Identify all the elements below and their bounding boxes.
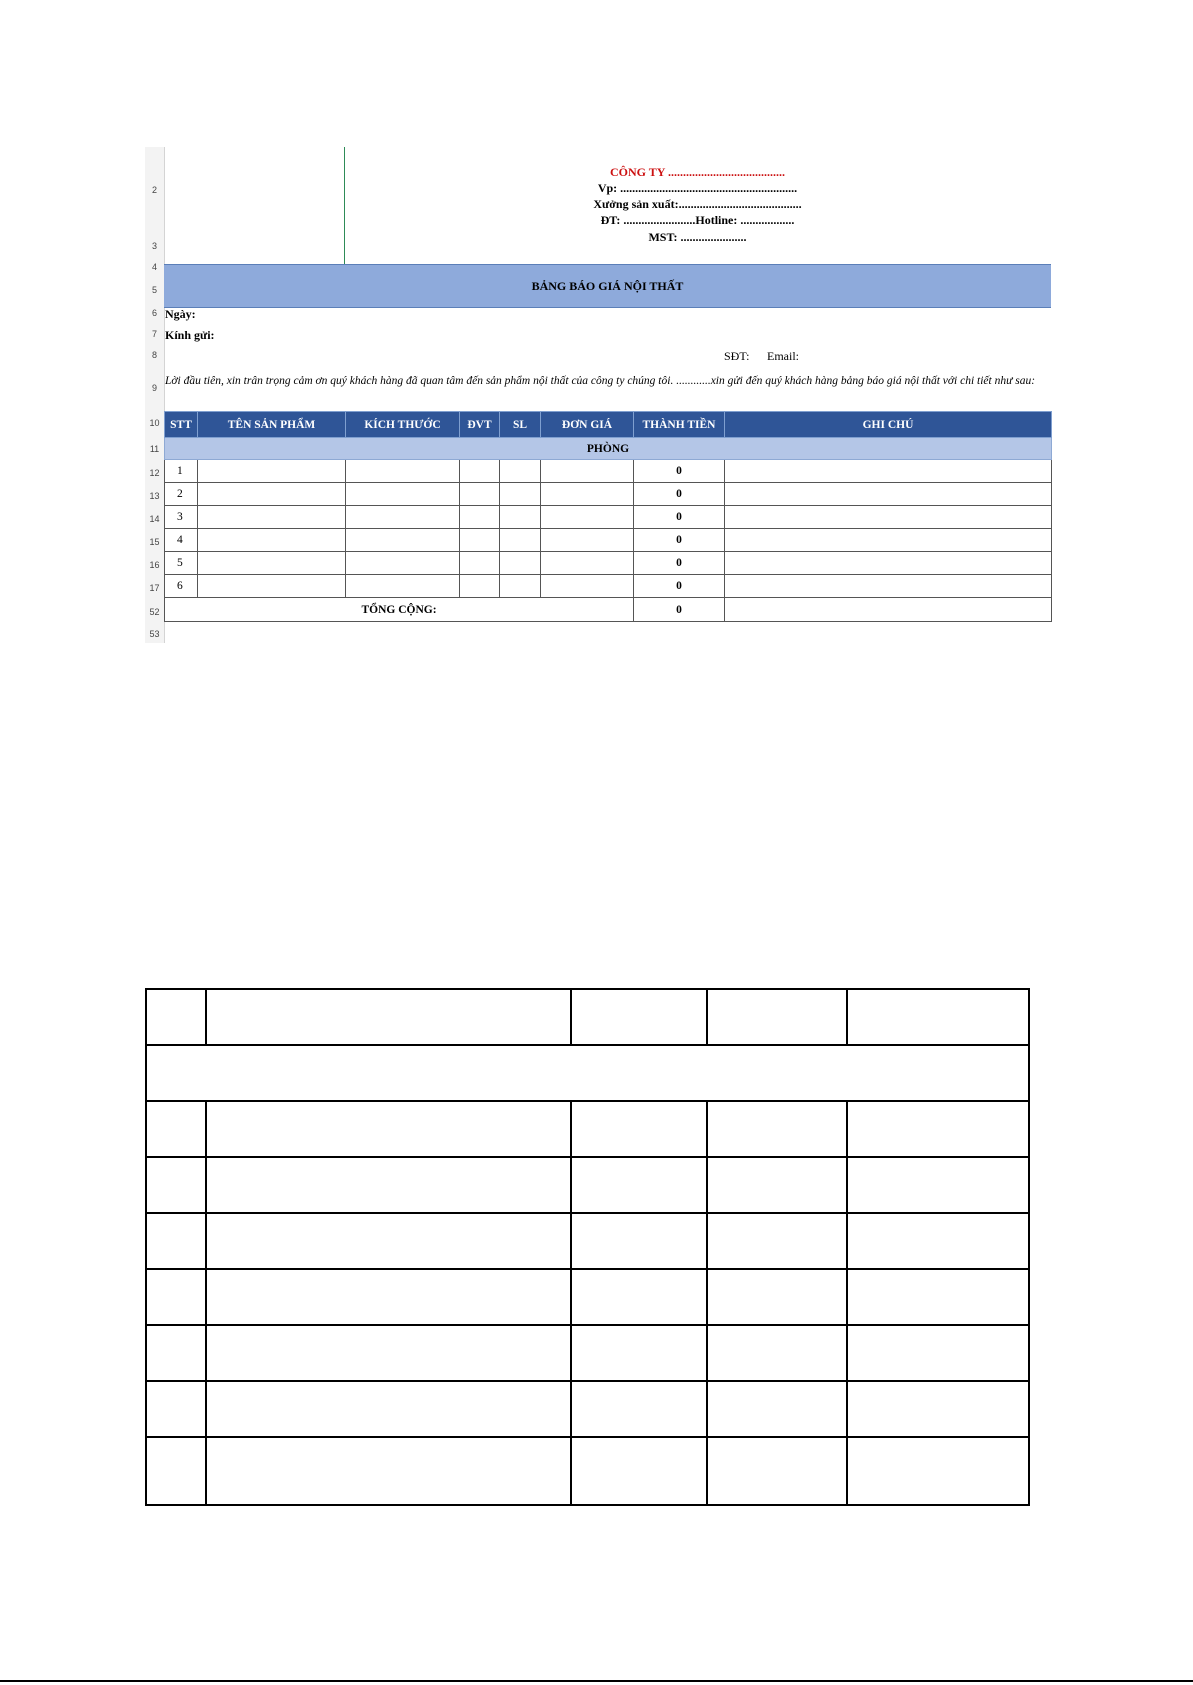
phone-label: SĐT: bbox=[724, 349, 750, 363]
cell bbox=[460, 552, 500, 575]
intro-text: Lời đầu tiên, xin trân trọng cảm ơn quý khách hàng đã quan tâm đến sản phẩm nội thất của công ty chúng tôi. ............xin gửi đến quý khách hàng bảng báo giá nội thất với chi tiết như sau: bbox=[165, 375, 1036, 387]
cell bbox=[206, 1437, 571, 1505]
table-row bbox=[146, 1101, 1029, 1157]
column-header: GHI CHÚ bbox=[725, 412, 1052, 438]
row-number: 15 bbox=[149, 537, 160, 547]
table-header-row bbox=[165, 412, 1052, 438]
table-row bbox=[146, 989, 1029, 1045]
cell bbox=[541, 483, 634, 506]
cell bbox=[707, 989, 847, 1045]
cell bbox=[571, 1269, 707, 1325]
cell bbox=[460, 506, 500, 529]
row-number: 9 bbox=[151, 383, 157, 393]
cell bbox=[146, 1437, 206, 1505]
cell bbox=[346, 575, 460, 598]
cell bbox=[571, 1101, 707, 1157]
table-row bbox=[146, 1213, 1029, 1269]
total-label: TỔNG CỘNG: bbox=[165, 598, 634, 622]
row-number: 10 bbox=[149, 418, 160, 428]
cell bbox=[725, 598, 1052, 622]
cell bbox=[571, 1157, 707, 1213]
table-row bbox=[165, 460, 1052, 483]
cell bbox=[500, 483, 541, 506]
room-label: PHÒNG bbox=[165, 438, 1052, 460]
row-number: 4 bbox=[151, 262, 157, 272]
email-label: Email: bbox=[767, 349, 799, 363]
column-header: SL bbox=[500, 412, 541, 438]
row-number: 53 bbox=[149, 629, 160, 639]
cell bbox=[500, 460, 541, 483]
table-row bbox=[146, 1381, 1029, 1437]
company-phone: ĐT: ........................Hotline: .................. bbox=[600, 213, 795, 227]
cell bbox=[198, 460, 346, 483]
company-header bbox=[164, 147, 1051, 264]
cell bbox=[541, 460, 634, 483]
table-row bbox=[146, 1157, 1029, 1213]
cell bbox=[571, 1437, 707, 1505]
cell bbox=[725, 529, 1052, 552]
row-stt: 4 bbox=[165, 529, 198, 552]
cell bbox=[206, 1269, 571, 1325]
cell bbox=[571, 1325, 707, 1381]
total-row bbox=[165, 598, 1052, 622]
row-amount: 0 bbox=[634, 460, 725, 483]
row-number: 6 bbox=[151, 308, 157, 318]
date-label: Ngày: bbox=[165, 307, 196, 321]
cell bbox=[146, 1101, 206, 1157]
row-number: 52 bbox=[149, 607, 160, 617]
cell bbox=[206, 1101, 571, 1157]
quote-table bbox=[164, 411, 1052, 622]
cell bbox=[206, 989, 571, 1045]
row-number: 11 bbox=[149, 444, 160, 454]
cell bbox=[460, 529, 500, 552]
cell bbox=[460, 460, 500, 483]
cell bbox=[198, 529, 346, 552]
cell bbox=[847, 1213, 1029, 1269]
row-stt: 2 bbox=[165, 483, 198, 506]
column-header: TÊN SẢN PHẨM bbox=[198, 412, 346, 438]
cell bbox=[707, 1101, 847, 1157]
cell bbox=[847, 1157, 1029, 1213]
row-number-gutter bbox=[145, 147, 165, 643]
row-amount: 0 bbox=[634, 529, 725, 552]
total-amount: 0 bbox=[634, 598, 725, 622]
cell bbox=[707, 1213, 847, 1269]
cell bbox=[541, 552, 634, 575]
row-number: 8 bbox=[151, 350, 157, 360]
cell bbox=[500, 529, 541, 552]
cell bbox=[146, 1269, 206, 1325]
cell bbox=[541, 506, 634, 529]
row-amount: 0 bbox=[634, 506, 725, 529]
table-row bbox=[165, 575, 1052, 598]
table-row bbox=[146, 1325, 1029, 1381]
cell bbox=[460, 575, 500, 598]
row-number: 12 bbox=[149, 468, 160, 478]
cell bbox=[206, 1157, 571, 1213]
cell bbox=[206, 1213, 571, 1269]
company-name: CÔNG TY ....................................... bbox=[609, 165, 785, 179]
cell bbox=[198, 506, 346, 529]
column-header: ĐƠN GIÁ bbox=[541, 412, 634, 438]
cell bbox=[198, 575, 346, 598]
row-number: 2 bbox=[151, 185, 157, 195]
quote-title: BẢNG BÁO GIÁ NỘI THẤT bbox=[164, 264, 1051, 308]
cell bbox=[346, 552, 460, 575]
cell bbox=[707, 1157, 847, 1213]
empty-table bbox=[145, 988, 1030, 1506]
cell bbox=[460, 483, 500, 506]
cell bbox=[847, 1325, 1029, 1381]
cell bbox=[847, 1101, 1029, 1157]
column-header: STT bbox=[165, 412, 198, 438]
cell bbox=[707, 1269, 847, 1325]
cell bbox=[847, 989, 1029, 1045]
cell bbox=[500, 506, 541, 529]
cell bbox=[146, 1157, 206, 1213]
cell bbox=[541, 575, 634, 598]
cell bbox=[346, 529, 460, 552]
cell bbox=[725, 575, 1052, 598]
table-row bbox=[165, 529, 1052, 552]
cell bbox=[847, 1381, 1029, 1437]
row-number: 13 bbox=[149, 491, 160, 501]
row-number: 17 bbox=[149, 583, 160, 593]
row-number: 16 bbox=[149, 560, 160, 570]
cell bbox=[146, 1213, 206, 1269]
company-office: Vp: ........................................................... bbox=[597, 181, 798, 195]
cell bbox=[500, 552, 541, 575]
row-stt: 5 bbox=[165, 552, 198, 575]
column-header: ĐVT bbox=[460, 412, 500, 438]
cell bbox=[198, 483, 346, 506]
cell bbox=[346, 483, 460, 506]
row-amount: 0 bbox=[634, 575, 725, 598]
cell bbox=[206, 1325, 571, 1381]
row-number: 3 bbox=[151, 241, 157, 251]
room-row bbox=[165, 438, 1052, 460]
cell bbox=[146, 1381, 206, 1437]
cell bbox=[571, 1213, 707, 1269]
column-header: KÍCH THƯỚC bbox=[346, 412, 460, 438]
table-row bbox=[165, 552, 1052, 575]
cell bbox=[847, 1437, 1029, 1505]
cell bbox=[725, 483, 1052, 506]
cell bbox=[725, 552, 1052, 575]
cell bbox=[707, 1381, 847, 1437]
cell bbox=[146, 989, 206, 1045]
cell bbox=[725, 460, 1052, 483]
company-workshop: Xưởng sản xuất:......................................... bbox=[593, 197, 802, 211]
row-stt: 1 bbox=[165, 460, 198, 483]
table-row bbox=[146, 1437, 1029, 1505]
cell bbox=[707, 1325, 847, 1381]
row-amount: 0 bbox=[634, 552, 725, 575]
table-row bbox=[146, 1045, 1029, 1101]
cell bbox=[198, 552, 346, 575]
row-number: 5 bbox=[151, 285, 157, 295]
cell bbox=[346, 460, 460, 483]
recipient-label: Kính gửi: bbox=[165, 328, 215, 342]
footer-rule bbox=[0, 1680, 1193, 1682]
cell bbox=[146, 1325, 206, 1381]
cell bbox=[346, 506, 460, 529]
row-number: 7 bbox=[151, 329, 157, 339]
merged-cell bbox=[146, 1045, 1029, 1101]
table-row bbox=[165, 483, 1052, 506]
cell bbox=[571, 1381, 707, 1437]
row-stt: 6 bbox=[165, 575, 198, 598]
table-row bbox=[146, 1269, 1029, 1325]
row-stt: 3 bbox=[165, 506, 198, 529]
row-number: 14 bbox=[149, 514, 160, 524]
table-row bbox=[165, 506, 1052, 529]
cell bbox=[541, 529, 634, 552]
company-tax-code: MST: ...................... bbox=[648, 230, 747, 244]
cell bbox=[725, 506, 1052, 529]
spreadsheet-screenshot bbox=[145, 147, 1051, 643]
row-amount: 0 bbox=[634, 483, 725, 506]
cell bbox=[847, 1269, 1029, 1325]
column-header: THÀNH TIỀN bbox=[634, 412, 725, 438]
cell bbox=[500, 575, 541, 598]
cell bbox=[707, 1437, 847, 1505]
cell bbox=[206, 1381, 571, 1437]
cell bbox=[571, 989, 707, 1045]
